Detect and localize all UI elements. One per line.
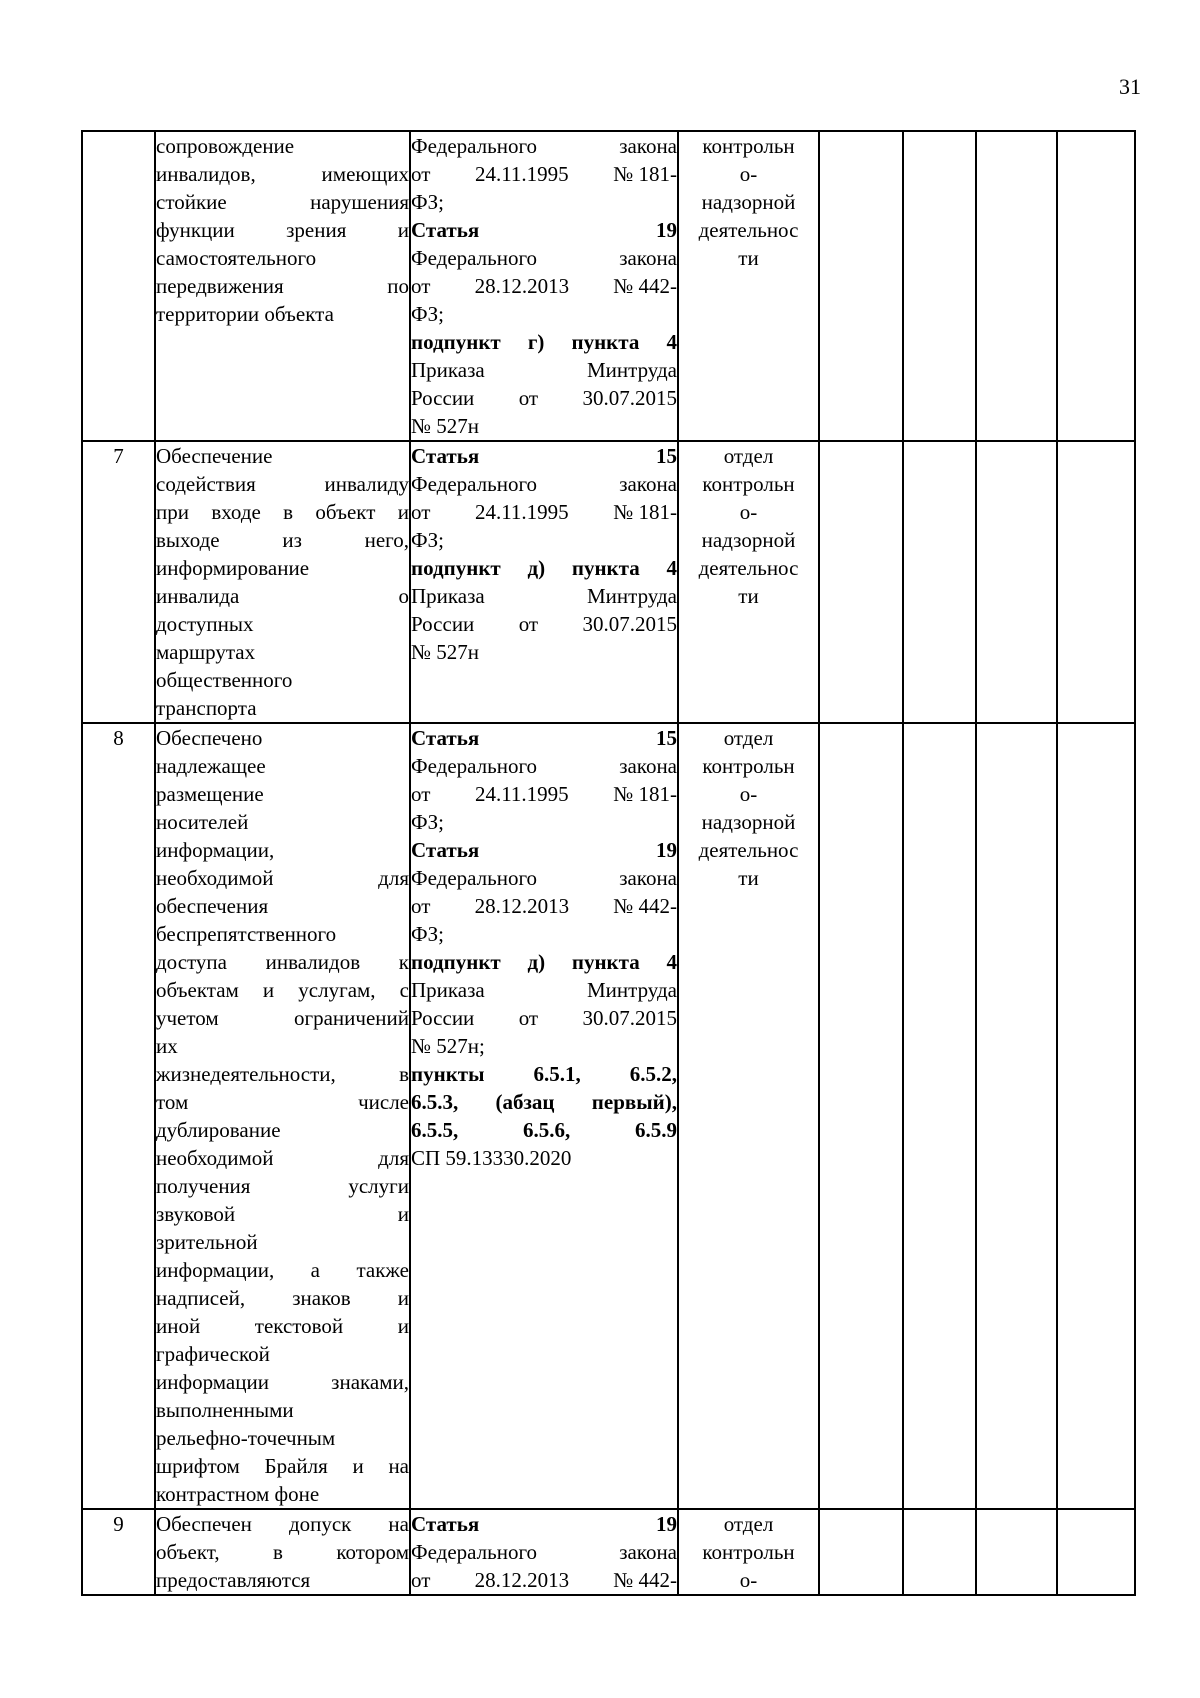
page-number: 31 <box>1119 74 1141 99</box>
text-line: иной текстовой и <box>156 1314 409 1338</box>
text-line: обеспечения <box>156 894 269 918</box>
text-line: подпункт г) пункта 4 <box>411 330 677 354</box>
text-line: России от 30.07.2015 <box>411 612 677 636</box>
text-line: Федерального закона <box>411 1540 677 1564</box>
text-line: информации, <box>156 838 275 862</box>
text-line: подпункт д) пункта 4 <box>411 950 677 974</box>
empty-cell <box>903 723 976 1509</box>
text-line: инвалидов, имеющих <box>156 162 409 186</box>
text-line: жизнедеятельности, в <box>156 1062 409 1086</box>
table-row <box>82 131 1135 441</box>
text-line: деятельнос <box>698 556 799 580</box>
responsible-department <box>678 723 819 1509</box>
text-line: инвалида о <box>156 584 409 608</box>
requirement-description <box>155 131 410 441</box>
text-line: контрольн <box>702 472 795 496</box>
text-line: контрольн <box>702 1540 795 1564</box>
empty-cell <box>903 131 976 441</box>
text-line: Обеспечен допуск на <box>156 1512 409 1536</box>
text-line: Федерального закона <box>411 246 677 270</box>
text-line: Обеспечено <box>156 726 263 750</box>
text-line: информирование <box>156 556 310 580</box>
requirement-description <box>155 723 410 1509</box>
legal-basis <box>410 1509 678 1595</box>
text-line: о- <box>739 500 758 524</box>
text-line: выходе из него, <box>156 528 409 552</box>
text-line: ти <box>738 866 759 890</box>
empty-cell <box>1057 1509 1135 1595</box>
text-line: надзорной <box>701 190 796 214</box>
text-line: России от 30.07.2015 <box>411 1006 677 1030</box>
text-line: надлежащее <box>156 754 266 778</box>
text-line: ФЗ; <box>411 922 444 946</box>
text-line: стойкие нарушения <box>156 190 409 214</box>
requirement-description <box>155 1509 410 1595</box>
empty-cell <box>819 441 903 723</box>
text-line: транспорта <box>156 696 257 720</box>
text-line: отдел <box>723 726 774 750</box>
text-line: надзорной <box>701 528 796 552</box>
text-line: доступа инвалидов к <box>156 950 409 974</box>
text-line: подпункт д) пункта 4 <box>411 556 677 580</box>
text-line: том числе <box>156 1090 409 1114</box>
text-line: отдел <box>723 444 774 468</box>
text-line: предоставляются <box>156 1568 311 1592</box>
text-line: Статья 19 <box>411 218 677 242</box>
text-line: размещение <box>156 782 264 806</box>
text-line: дублирование <box>156 1118 281 1142</box>
empty-cell <box>1057 723 1135 1509</box>
text-line: Приказа Минтруда <box>411 358 677 382</box>
text-line: от 24.11.1995 № 181- <box>411 782 677 806</box>
text-line: деятельнос <box>698 838 799 862</box>
text-line: при входе в объект и <box>156 500 409 524</box>
requirement-description <box>155 441 410 723</box>
text-line: ти <box>738 584 759 608</box>
responsible-department <box>678 1509 819 1595</box>
text-line: объектам и услугам, с <box>156 978 409 1002</box>
text-line: шрифтом Брайля и на <box>156 1454 409 1478</box>
text-line: от 28.12.2013 № 442- <box>411 1568 677 1592</box>
text-line: сопровождение <box>156 134 295 158</box>
responsible-department <box>678 441 819 723</box>
text-line: информации, а также <box>156 1258 409 1282</box>
responsible-department <box>678 131 819 441</box>
text-line: отдел <box>723 1512 774 1536</box>
text-line: ФЗ; <box>411 190 444 214</box>
text-line: носителей <box>156 810 249 834</box>
text-line: беспрепятственного <box>156 922 337 946</box>
text-line: Статья 19 <box>411 1512 677 1536</box>
empty-cell <box>903 1509 976 1595</box>
text-line: от 24.11.1995 № 181- <box>411 162 677 186</box>
text-line: Федерального закона <box>411 472 677 496</box>
text-line: № 527н; <box>411 1034 485 1058</box>
text-line: содействия инвалиду <box>156 472 409 496</box>
text-line: надписей, знаков и <box>156 1286 409 1310</box>
text-line: Федерального закона <box>411 754 677 778</box>
text-line: Приказа Минтруда <box>411 584 677 608</box>
text-line: рельефно-точечным <box>156 1426 336 1450</box>
text-line: пункты 6.5.1, 6.5.2, <box>411 1062 677 1086</box>
text-line: ФЗ; <box>411 528 444 552</box>
text-line: зрительной <box>156 1230 258 1254</box>
text-line: ти <box>738 246 759 270</box>
empty-cell <box>976 441 1057 723</box>
empty-cell <box>819 723 903 1509</box>
text-line: доступных <box>156 612 254 636</box>
text-line: выполненными <box>156 1398 294 1422</box>
text-line: необходимой для <box>156 866 409 890</box>
text-line: № 527н <box>411 640 480 664</box>
legal-basis <box>410 723 678 1509</box>
text-line: информации знаками, <box>156 1370 409 1394</box>
text-line: контрастном фоне <box>156 1482 320 1506</box>
text-line: Обеспечение <box>156 444 273 468</box>
text-line: от 28.12.2013 № 442- <box>411 274 677 298</box>
text-line: получения услуги <box>156 1174 409 1198</box>
empty-cell <box>976 131 1057 441</box>
row-number <box>82 131 155 441</box>
table-row <box>82 1509 1135 1595</box>
text-line: контрольн <box>702 754 795 778</box>
text-line: графической <box>156 1342 270 1366</box>
row-number: 9 <box>82 1509 155 1595</box>
empty-cell <box>819 1509 903 1595</box>
text-line: маршрутах <box>156 640 256 664</box>
text-line: территории объекта <box>156 302 334 326</box>
legal-basis <box>410 131 678 441</box>
text-line: о- <box>739 1568 758 1592</box>
text-line: Статья 19 <box>411 838 677 862</box>
text-line: Статья 15 <box>411 726 677 750</box>
empty-cell <box>903 441 976 723</box>
empty-cell <box>1057 131 1135 441</box>
legal-basis <box>410 441 678 723</box>
text-line: СП 59.13330.2020 <box>411 1146 572 1170</box>
text-line: 6.5.5, 6.5.6, 6.5.9 <box>411 1118 677 1142</box>
text-line: ФЗ; <box>411 302 444 326</box>
empty-cell <box>1057 441 1135 723</box>
text-line: самостоятельного <box>156 246 317 270</box>
text-line: передвижения по <box>156 274 409 298</box>
text-line: Федерального закона <box>411 866 677 890</box>
text-line: Федерального закона <box>411 134 677 158</box>
requirements-table <box>81 130 1136 1596</box>
text-line: звуковой и <box>156 1202 409 1226</box>
text-line: необходимой для <box>156 1146 409 1170</box>
text-line: Статья 15 <box>411 444 677 468</box>
text-line: № 527н <box>411 414 480 438</box>
text-line: функции зрения и <box>156 218 409 242</box>
text-line: общественного <box>156 668 293 692</box>
text-line: их <box>156 1034 178 1058</box>
row-number: 7 <box>82 441 155 723</box>
text-line: контрольн <box>702 134 795 158</box>
text-line: объект, в котором <box>156 1540 409 1564</box>
empty-cell <box>819 131 903 441</box>
text-line: Приказа Минтруда <box>411 978 677 1002</box>
text-line: ФЗ; <box>411 810 444 834</box>
text-line: России от 30.07.2015 <box>411 386 677 410</box>
table-row <box>82 723 1135 1509</box>
table-row <box>82 441 1135 723</box>
text-line: учетом ограничений <box>156 1006 409 1030</box>
text-line: от 28.12.2013 № 442- <box>411 894 677 918</box>
empty-cell <box>976 723 1057 1509</box>
text-line: деятельнос <box>698 218 799 242</box>
text-line: от 24.11.1995 № 181- <box>411 500 677 524</box>
text-line: о- <box>739 782 758 806</box>
row-number: 8 <box>82 723 155 1509</box>
text-line: о- <box>739 162 758 186</box>
empty-cell <box>976 1509 1057 1595</box>
text-line: надзорной <box>701 810 796 834</box>
text-line: 6.5.3, (абзац первый), <box>411 1090 677 1114</box>
